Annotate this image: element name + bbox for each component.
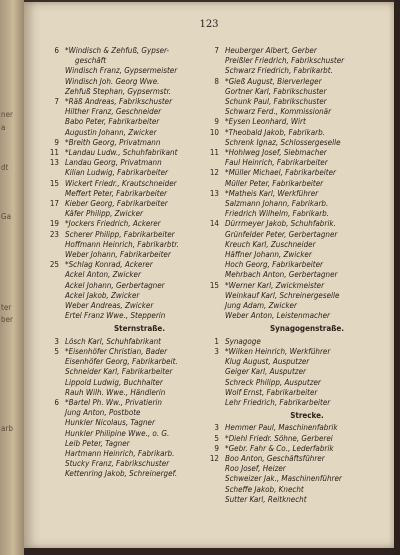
- resident-line: Grünfelder Peter, Gerbertagner: [225, 229, 338, 239]
- resident-line: Rauh Wilh. Wwe., Händlerin: [65, 387, 166, 397]
- resident-line: Hunkler Philipine Wwe., o. G.: [65, 428, 170, 438]
- resident-line: Salzmann Johann, Fabrikarb.: [225, 199, 329, 209]
- house-number: 17: [49, 199, 59, 209]
- address-entry: [44, 179, 214, 199]
- resident-line: Lehr Friedrich, Fabrikarbeiter: [225, 397, 331, 407]
- resident-line: Schneider Karl, Fabrikarbeiter: [65, 367, 173, 377]
- address-entry: [44, 148, 214, 158]
- resident-line: Preißler Friedrich, Fabrikschuster: [225, 56, 345, 66]
- house-number: 3: [214, 423, 219, 433]
- house-number: 6: [54, 46, 59, 55]
- prev-page-fragment: Ga: [1, 212, 11, 221]
- resident-line: *Eisenhöfer Christian, Bader: [65, 346, 168, 356]
- address-entry: [204, 77, 389, 118]
- prev-page-fragment: dt: [1, 163, 9, 172]
- resident-line: Mehrbach Anton, Gerbertagner: [225, 270, 338, 280]
- resident-line: Faul Heinrich, Fabrikarbeiter: [225, 158, 328, 168]
- resident-line: Häffner Johann, Zwicker: [225, 250, 312, 260]
- house-number: 9: [214, 443, 219, 453]
- address-entry: [44, 46, 214, 97]
- resident-line: Müller Peter, Fabrikarbeiter: [225, 178, 324, 188]
- address-entry: [44, 158, 214, 178]
- resident-line: *Schlag Konrad, Ackerer: [65, 260, 153, 270]
- resident-line: Landau Georg, Privatmann: [65, 158, 162, 168]
- address-entry: [44, 260, 214, 321]
- resident-line: Geiger Karl, Ausputzer: [225, 367, 306, 377]
- resident-line: Käfer Philipp, Zwicker: [65, 209, 143, 219]
- resident-line: Boo Anton, Geschäftsführer: [225, 453, 325, 463]
- address-entry: [204, 148, 389, 168]
- resident-line: Wickert Friedr., Krautschneider: [65, 178, 177, 188]
- resident-line: *Müller Michael, Fabrikarbeiter: [225, 168, 337, 178]
- resident-line: *Hohlweg Josef, Siebmacher: [225, 148, 327, 158]
- address-entry: [44, 97, 214, 138]
- resident-line: Windisch Joh. Georg Wwe.: [65, 76, 160, 86]
- address-entry: [204, 444, 389, 454]
- resident-line: *Matheis Karl, Werkführer: [225, 188, 319, 198]
- house-number: 11: [209, 148, 219, 158]
- house-number: 8: [214, 76, 219, 86]
- book-bottom-edge: [24, 548, 394, 555]
- book-edge: [394, 0, 400, 555]
- address-entry: [204, 337, 389, 347]
- address-entry: [204, 454, 389, 505]
- resident-line: Kilian Ludwig, Fabrikarbeiter: [65, 168, 168, 178]
- resident-line: Hemmer Paul, Maschinenfabrik: [225, 423, 338, 433]
- house-number: 5: [54, 346, 59, 356]
- resident-line: Weber Johann, Fabrikarbeiter: [65, 250, 171, 260]
- resident-line: Ackel Jakob, Zwicker: [65, 290, 140, 300]
- resident-line: *Landau Ludw., Schuhfabrikant: [65, 148, 178, 158]
- address-entry: [204, 423, 389, 433]
- address-entry: [204, 189, 389, 220]
- directory-page: [24, 2, 394, 548]
- house-number: 7: [54, 97, 59, 107]
- address-entry: [44, 138, 214, 148]
- address-entry: [44, 219, 214, 229]
- resident-line: Roo Josef, Heizer: [225, 464, 286, 474]
- resident-line: Friedrich Wilhelm, Fabrikarb.: [225, 209, 330, 219]
- resident-line: *Räß Andreas, Fabrikschuster: [65, 97, 173, 107]
- house-number: 10: [209, 127, 219, 137]
- resident-line: Scheffe Jakob, Knecht: [225, 484, 304, 494]
- prev-page-fragment: a: [1, 123, 6, 132]
- resident-line: Hoch Georg, Fabrikarbeiter: [225, 260, 323, 270]
- house-number: 12: [209, 168, 219, 178]
- house-number: 11: [49, 148, 59, 158]
- prev-page-fragment: ner: [1, 110, 13, 119]
- resident-line: *Windisch & Zehfuß, Gypser-: [65, 46, 170, 55]
- house-number: 19: [49, 219, 59, 229]
- house-number: 15: [49, 178, 59, 188]
- house-number: 9: [214, 117, 219, 127]
- resident-line: Windisch Franz, Gypsermeister: [65, 66, 178, 76]
- resident-line: *Gieß August, Bierverleger: [225, 76, 322, 86]
- resident-line: Kieber Georg, Fabrikarbeiter: [65, 199, 168, 209]
- page-number: 123: [199, 19, 219, 30]
- address-entry: [204, 281, 389, 322]
- resident-line: Hilther Franz, Geschneider: [65, 107, 162, 117]
- resident-line: Scherer Philipp, Fabrikarbeiter: [65, 229, 175, 239]
- resident-line: *Gebr. Fahr & Co., Lederfabrik: [225, 443, 334, 453]
- resident-line: Schrenk Ignaz, Schlossergeselle: [225, 137, 341, 147]
- address-entry: [204, 168, 389, 188]
- resident-line: Schreck Philipp, Ausputzer: [225, 377, 321, 387]
- address-entry: [44, 337, 214, 347]
- house-number: 3: [214, 346, 219, 356]
- street-heading: Synagogenstraße.: [269, 324, 345, 334]
- address-entry: [204, 117, 389, 127]
- resident-line: Heuberger Albert, Gerber: [225, 46, 317, 55]
- resident-line: Hartmann Heinrich, Fabrikarb.: [65, 448, 175, 458]
- address-entry: [44, 230, 214, 261]
- resident-line: Klug August, Ausputzer: [225, 357, 310, 367]
- resident-line: Ackel Johann, Gerbertagner: [65, 280, 165, 290]
- house-number: 1: [214, 336, 219, 346]
- resident-line: Ertel Franz Wwe., Stepperin: [65, 311, 166, 321]
- resident-line: *Theobald Jakob, Fabrikarb.: [225, 127, 325, 137]
- house-number: 13: [209, 188, 219, 198]
- house-number: 23: [49, 229, 59, 239]
- resident-line: Weber Andreas, Zwicker: [65, 301, 154, 311]
- address-entry: [44, 199, 214, 219]
- resident-line: Lippold Ludwig, Buchhalter: [65, 377, 163, 387]
- house-number: 7: [214, 46, 219, 55]
- resident-line: Sutter Karl, Reitknecht: [225, 494, 307, 504]
- house-number: 6: [54, 397, 59, 407]
- house-number: 14: [209, 219, 219, 229]
- prev-page-fragment: ber: [1, 315, 13, 324]
- resident-line: Hoffmann Heinrich, Fabrikarbtr.: [65, 239, 179, 249]
- resident-line: Schunk Paul, Fabrikschuster: [225, 97, 327, 107]
- resident-line: Meffert Peter, Fabrikarbeiter: [65, 188, 167, 198]
- right-column: [204, 46, 389, 505]
- resident-line: Wolf Ernst, Fabrikarbeiter: [225, 387, 318, 397]
- resident-line: Ackel Anton, Zwicker: [65, 270, 141, 280]
- resident-line: Jung Adam, Zwicker: [225, 301, 297, 311]
- address-entry: [204, 347, 389, 408]
- house-number: 13: [49, 158, 59, 168]
- resident-line: Kettenring Jakob, Schreinergef.: [65, 469, 178, 479]
- resident-line: Kreuch Karl, Zuschneider: [225, 239, 316, 249]
- resident-line: Zehfuß Stephan, Gypsermstr.: [65, 86, 171, 96]
- resident-line: *Werner Karl, Zwickmeister: [225, 280, 325, 290]
- address-entry: [204, 434, 389, 444]
- resident-line: *Jockers Friedrich, Ackerer: [65, 219, 161, 229]
- street-heading: Sternstraße.: [113, 324, 166, 334]
- resident-line: Synagoge: [225, 336, 261, 346]
- resident-line: Schwarz Friedrich, Fabrikarbt.: [225, 66, 333, 76]
- previous-page-edge: [0, 0, 24, 555]
- resident-line: geschäft: [75, 56, 107, 66]
- address-entry: [204, 128, 389, 148]
- prev-page-fragment: arb: [1, 424, 13, 433]
- address-entry: [44, 347, 214, 398]
- resident-line: Jung Anton, Postbote: [65, 408, 141, 418]
- address-entry: [204, 46, 389, 77]
- house-number: 12: [209, 453, 219, 463]
- resident-line: *Wilken Heinrich, Werkführer: [225, 346, 331, 356]
- resident-line: *Diehl Friedr. Söhne, Gerberei: [225, 433, 333, 443]
- house-number: 5: [214, 433, 219, 443]
- resident-line: Babo Peter, Fabrikarbeiter: [65, 117, 160, 127]
- house-number: 25: [49, 260, 59, 270]
- resident-line: Gortner Karl, Fabrikschuster: [225, 86, 327, 96]
- street-heading: Strecke.: [290, 411, 324, 421]
- resident-line: Leib Peter, Tagner: [65, 438, 130, 448]
- resident-line: Eisenhöfer Georg, Fabrikarbeit.: [65, 357, 178, 367]
- resident-line: *Breith Georg, Privatmann: [65, 137, 161, 147]
- address-entry: [204, 219, 389, 280]
- resident-line: Schwarz Ferd., Kommissionär: [225, 107, 332, 117]
- resident-line: Weber Anton, Leistenmacher: [225, 311, 330, 321]
- left-column: [44, 46, 214, 480]
- resident-line: Stucky Franz, Fabrikschuster: [65, 459, 170, 469]
- resident-line: Hunkler Nicolaus, Tagner: [65, 418, 155, 428]
- resident-line: Weinkauf Karl, Schreinergeselle: [225, 290, 340, 300]
- resident-line: Lösch Karl, Schuhfabrikant: [65, 336, 161, 346]
- prev-page-fragment: ter: [1, 303, 12, 312]
- house-number: 3: [54, 336, 59, 346]
- resident-line: *Bartel Ph. Ww., Privatierin: [65, 397, 162, 407]
- resident-line: Augustin Johann, Zwicker: [65, 127, 157, 137]
- house-number: 15: [209, 280, 219, 290]
- resident-line: Schweizer Jak., Maschinenführer: [225, 474, 342, 484]
- house-number: 9: [54, 137, 59, 147]
- resident-line: *Eysen Leonhard, Wirt: [225, 117, 306, 127]
- resident-line: Dürrmeyer Jakob, Schuhfabrik.: [225, 219, 336, 229]
- address-entry: [44, 398, 214, 480]
